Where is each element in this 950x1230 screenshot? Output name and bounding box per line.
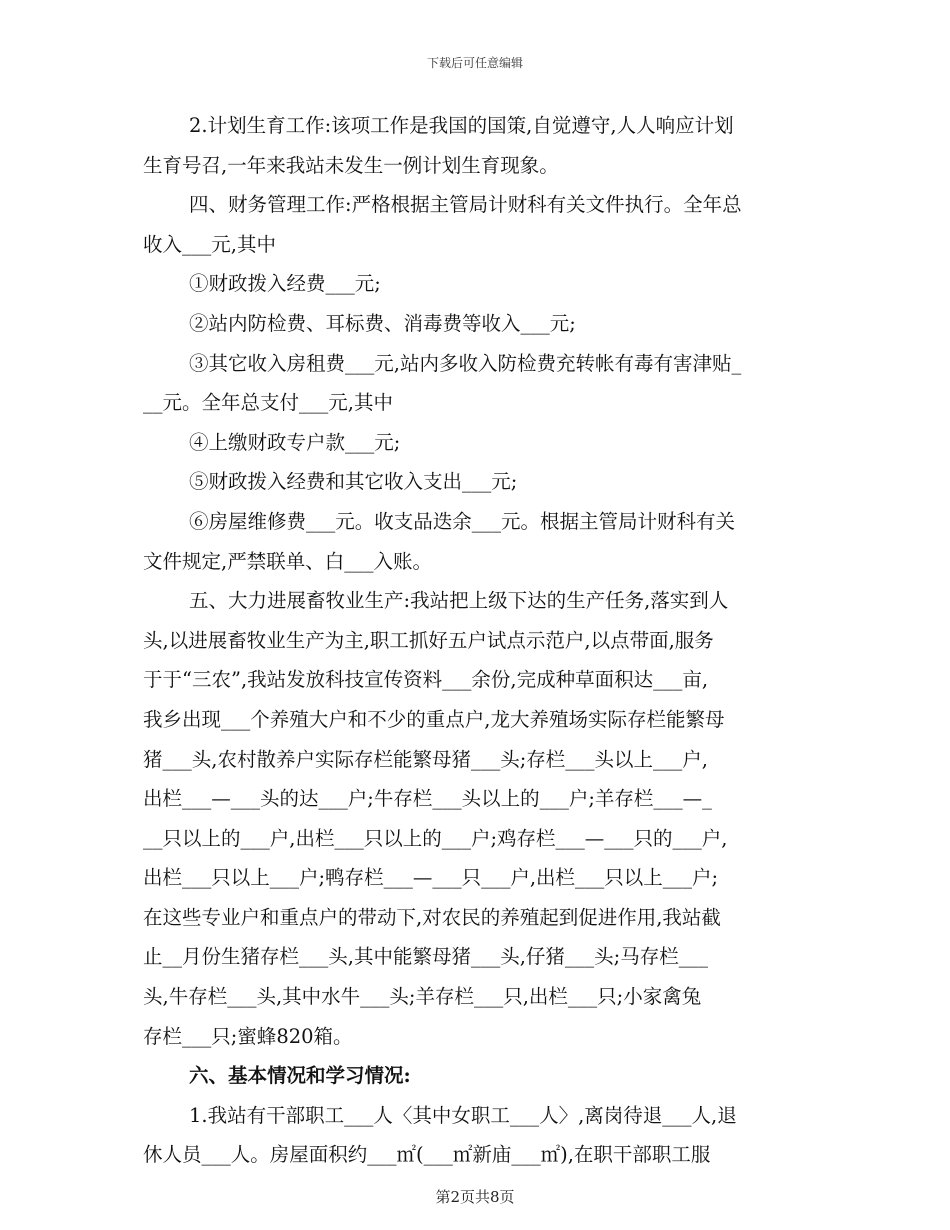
body-text-line: 五、大力进展畜牧业生产:我站把上级下达的生产任务,落实到人	[189, 589, 729, 613]
body-text-line: 止__月份生猪存栏___头,其中能繁母猪___头,仔猪___头;马存栏___	[143, 945, 708, 969]
body-text-line: 于于“三农”,我站发放科技宣传资料___余份,完成种草面积达___亩,	[143, 668, 709, 692]
body-text-line: 文件规定,严禁联单、白___入账。	[143, 549, 432, 573]
body-text-line: ⑥房屋维修费___元。收支品迭余___元。根据主管局计财科有关	[189, 509, 736, 533]
body-text-line: ①财政拨入经费___元;	[189, 272, 381, 296]
body-text-line: ④上缴财政专户款___元;	[189, 430, 401, 454]
page-number-footer: 第2页共8页	[435, 1188, 515, 1206]
body-text-line: 2.计划生育工作:该项工作是我国的国策,自觉遵守,人人响应计划	[189, 114, 734, 137]
body-text-line: 生育号召,一年来我站未发生一例计划生育现象。	[143, 153, 559, 177]
body-text-line: 猪___头,农村散养户实际存栏能繁母猪___头;存栏___头以上___户,	[143, 747, 708, 771]
body-text-line: 出栏___—___头的达___户;牛存栏___头以上的___户;羊存栏___—_	[143, 787, 712, 811]
body-text-line: 在这些专业户和重点户的带动下,对农民的养殖起到促进作用,我站截	[143, 905, 721, 929]
body-text-line: 四、财务管理工作:严格根据主管局计财科有关文件执行。全年总	[189, 193, 742, 217]
body-text-line: __元。全年总支付___元,其中	[143, 391, 393, 415]
body-text-line: 头,以进展畜牧业生产为主,职工抓好五户试点示范户,以点带面,服务	[143, 628, 714, 652]
section-heading: 六、基本情况和学习情况:	[189, 1064, 411, 1088]
document-body	[143, 106, 813, 1175]
page-header-note: 下载后可任意编辑	[426, 56, 523, 70]
body-text-line: 1.我站有干部职工___人〈其中女职工___人〉,离岗待退___人,退	[189, 1103, 737, 1127]
body-text-line: __只以上的___户,出栏___只以上的___户;鸡存栏___—___只的___户,	[143, 826, 728, 850]
body-text-line: 头,牛存栏___头,其中水牛___头;羊存栏___只,出栏___只;小家禽兔	[143, 985, 702, 1009]
body-text-line: 存栏___只;蜜蜂820箱。	[143, 1024, 353, 1048]
body-text-line: 收入___元,其中	[143, 232, 276, 256]
body-text-line: ②站内防检费、耳标费、消毒费等收入___元;	[189, 311, 576, 335]
body-text-line: ③其它收入房租费___元,站内多收入防检费充转帐有毒有害津贴_	[189, 351, 742, 375]
body-text-line: 休人员___人。房屋面积约___㎡(___㎡新庙___㎡),在职干部职工服	[143, 1143, 711, 1167]
body-text-line: 出栏___只以上___户;鸭存栏___—___只___户,出栏___只以上___户;	[143, 866, 719, 890]
body-text-line: ⑤财政拨入经费和其它收入支出___元;	[189, 470, 518, 494]
body-text-line: 我乡出现___个养殖大户和不少的重点户,龙大养殖场实际存栏能繁母	[143, 707, 725, 731]
